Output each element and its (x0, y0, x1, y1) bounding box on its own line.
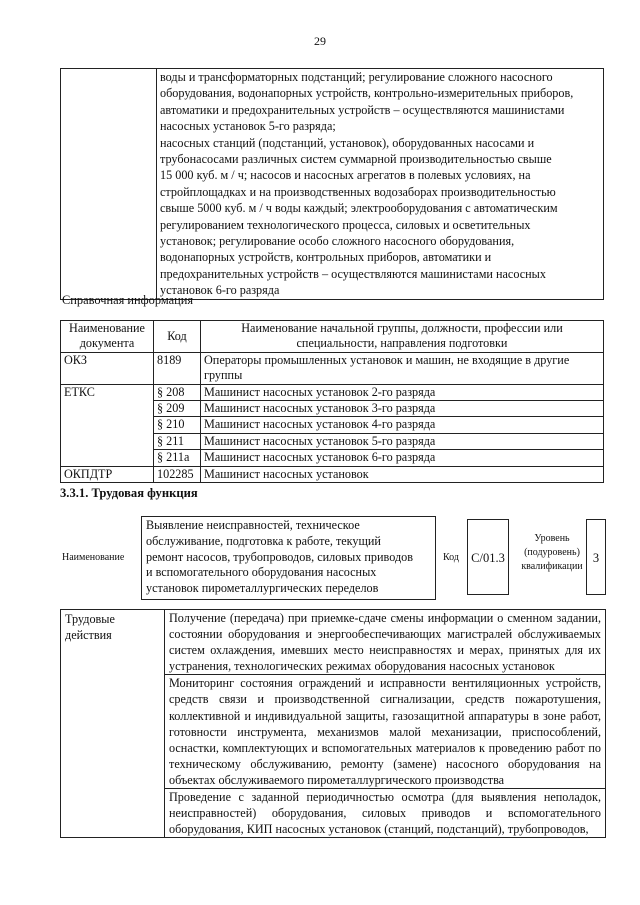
header-code: Код (154, 321, 201, 353)
doc-okz: ОКЗ (61, 352, 154, 384)
header-doc: Наименование документа (61, 321, 154, 353)
page-number: 29 (314, 34, 326, 48)
description-line: установок 6-го разряда (160, 283, 280, 298)
description-line: предохранительных устройств – осуществляются машинистами насосных (160, 266, 546, 281)
name-etks: Машинист насосных установок 5-го разряда (201, 433, 604, 449)
description-line: автоматики и предохранительных устройств – осуществляются машинистами (160, 102, 565, 117)
description-line: насосных станций (подстанций, установок), оборудованных насосами и (160, 135, 535, 150)
name-etks: Машинист насосных установок 2-го разряда (201, 384, 604, 400)
description-line: стройплощадках и на производственных водозаборах производительностью (160, 184, 556, 199)
label-line: Трудовые (65, 612, 115, 626)
code-etks: § 211 (154, 433, 201, 449)
code-okpdtr: 102285 (154, 466, 201, 482)
labor-action-item: Мониторинг состояния ограждений и исправности вентиляционных устройств, средств связи и производственной сигнализации, средств пожаротушения, коллективной и индивидуальной защиты, газозащитной аппаратуры в зоне работ, готовности инструмента, механизмов малой механизации, приспособлений, оснастки, комплектующих и вспомогательных материалов к проведению работ по техническому обслуживанию, ремонту (замене) насосного оборудования на объектах обслуживаемого пирометаллургического производства (165, 675, 606, 789)
name-etks: Машинист насосных установок 4-го разряда (201, 417, 604, 433)
qualification-level-label (513, 532, 591, 574)
table-row (61, 610, 606, 675)
function-name-line: обслуживание, подготовка к работе, текущий (146, 533, 381, 548)
reference-header-row (61, 321, 604, 353)
description-line: воды и трансформаторных подстанций; регулирование сложного насосного (160, 70, 553, 84)
reference-table (60, 320, 604, 483)
reference-title: Справочная информация (62, 293, 194, 307)
code-etks: § 211a (154, 450, 201, 466)
labor-action-item: Получение (передача) при приемке-сдаче смены информации о сменном задании, состоянии оборудования и энергообеспечивающих магистралей обслуживаемых систем охлаждения, имевших место неисправностях и мерах, принятых для их устранения, технологических режимах оборудования насосных установок (165, 610, 606, 675)
doc-etks: ЕТКС (61, 384, 154, 466)
function-name-label: Наименование (62, 552, 125, 563)
labor-actions-table (60, 609, 606, 838)
description-line: свыше 5000 куб. м / ч воды каждый; электрооборудования с автоматическим (160, 201, 558, 216)
function-name-box (141, 516, 436, 600)
table-row (61, 466, 604, 482)
function-code-box: C/01.3 (467, 519, 509, 595)
description-line: трубонасосами различных систем суммарной производительностью свыше (160, 152, 552, 167)
section-title: 3.3.1. Трудовая функция (60, 486, 198, 500)
header-name: Наименование начальной группы, должности, профессии или специальности, направления подготовки (201, 321, 604, 353)
labor-action-item: Проведение с заданной периодичностью осмотра (для выявления неполадок, неисправностей) оборудования, силовых приводов и вспомогательного оборудования, КИП насосных установок (станций, подстанций), трубопроводов, (165, 789, 606, 838)
table-row (61, 352, 604, 384)
labor-actions-label (61, 610, 165, 838)
table-row (61, 384, 604, 400)
empty-cell (61, 69, 157, 300)
name-etks: Машинист насосных установок 6-го разряда (201, 450, 604, 466)
code-okz: 8189 (154, 352, 201, 384)
qualification-description-cell (157, 69, 604, 300)
description-line: регулированием технологического процесса, силовых и осветительных (160, 217, 531, 232)
description-line: водонапорных устройств, контрольных приборов, автоматики и (160, 250, 492, 265)
function-name-line: установок пирометаллургических переделов (146, 581, 379, 596)
name-okz: Операторы промышленных установок и машин, не входящие в другие группы (201, 352, 604, 384)
code-etks: § 210 (154, 417, 201, 433)
description-line: насосных установок 5-го разряда; (160, 119, 336, 134)
qualification-level-box: 3 (586, 519, 606, 595)
function-name-line: ремонт насосов, трубопроводов, силовых приводов (146, 549, 413, 564)
function-name-line: Выявление неисправностей, техническое (146, 518, 360, 532)
level-label-line: Уровень (534, 533, 570, 544)
function-code-label: Код (443, 552, 459, 563)
level-label-line: (подуровень) (524, 547, 580, 558)
description-line: оборудования, водонапорных устройств, контрольно-измерительных приборов, (160, 86, 574, 101)
code-etks: § 208 (154, 384, 201, 400)
name-etks: Машинист насосных установок 3-го разряда (201, 401, 604, 417)
function-name-line: и вспомогательного оборудования насосных (146, 565, 377, 580)
description-line: 15 000 куб. м / ч; насосов и насосных агрегатов в полевых условиях, на (160, 168, 531, 183)
level-label-line: квалификации (521, 561, 583, 572)
label-line: действия (65, 628, 112, 643)
qualification-description-table (60, 68, 604, 300)
code-etks: § 209 (154, 401, 201, 417)
name-okpdtr: Машинист насосных установок (201, 466, 604, 482)
description-line: установок; регулирование особо сложного насосного оборудования, (160, 234, 515, 249)
doc-okpdtr: ОКПДТР (61, 466, 154, 482)
